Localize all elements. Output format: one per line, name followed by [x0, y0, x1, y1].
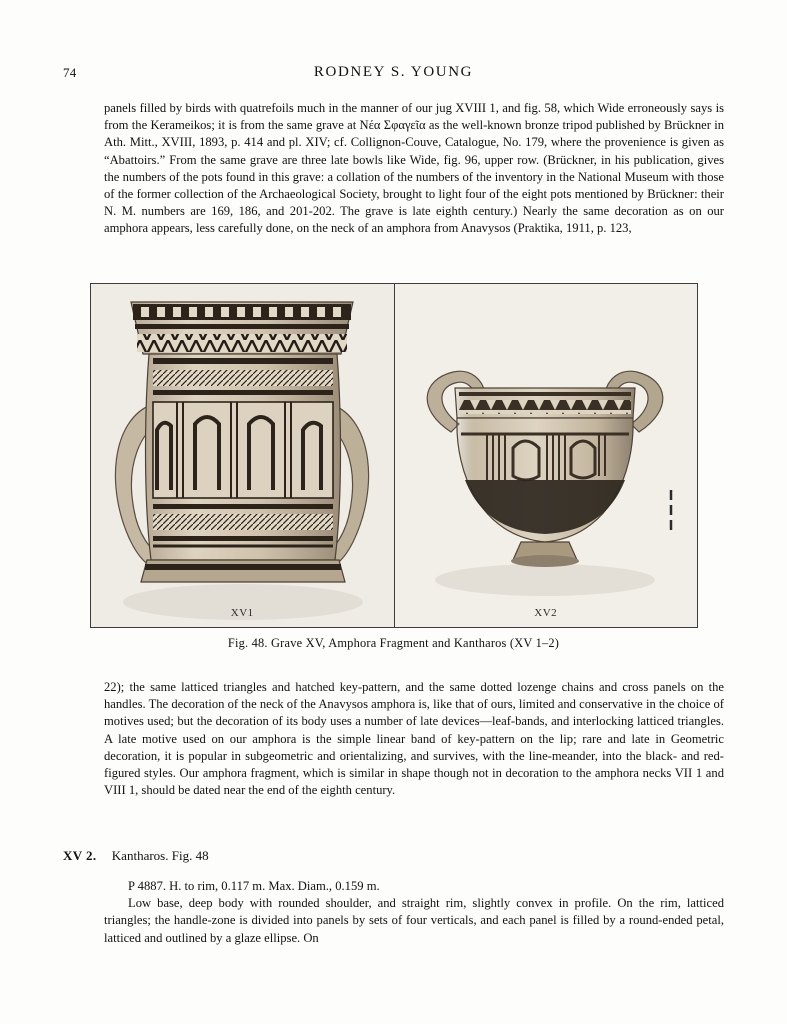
figure-plate	[90, 283, 698, 628]
paragraph-middle	[104, 679, 724, 799]
amphora-fragment-photo	[91, 284, 394, 627]
paragraph-top	[104, 100, 724, 238]
kantharos-photo	[395, 284, 698, 627]
plate-label-left: XV1	[230, 607, 254, 619]
figure-caption: Fig. 48. Grave XV, Amphora Fragment and Kantharos (XV 1–2)	[227, 636, 560, 650]
catalogue-description: Low base, deep body with rounded shoulder, and straight rim, slightly convex in profile. On the rim, latticed triangles; the handle-zone is divided into panels by sets of four verticals, and each panel is filled by a round-ended petal, latticed and outlined by a glaze ellipse. On	[104, 896, 724, 945]
page-number: 74	[63, 65, 77, 80]
paragraph-middle-text: 22); the same latticed triangles and hatched key-pattern, and the same dotted lozenge chains and cross panels on the handles. The decoration of the neck of the Anavysos amphora is, like that of ours, limited and conservative in the choice of motives used; but the decoration of its body uses a number of late devices—leaf-bands, and interlocking latticed triangles. A late motive used on our amphora is the simple linear band of key-pattern on the lip; rare and late in Geometric decoration, it is popular in subgeometric and orientalizing, and survives, with the line-meander, into the black- and red-figured styles. Our amphora fragment, which is similar in shape though not in decoration to the amphora necks VII 1 and VIII 1, should be dated near the end of the eighth century.	[104, 680, 724, 798]
section-title: Kantharos. Fig. 48	[111, 848, 209, 863]
plate-half-left	[91, 284, 395, 627]
running-head: RODNEY S. YOUNG	[313, 64, 474, 80]
section-heading	[63, 848, 209, 864]
catalogue-measurements: P 4887. H. to rim, 0.117 m. Max. Diam., 0.159 m.	[128, 879, 380, 893]
paragraph-description	[104, 878, 724, 947]
paragraph-top-text: panels filled by birds with quatrefoils much in the manner of our jug XVIII 1, and fig. 58, which Wide erroneously says is from the Kerameikos; it is from the same grave at Νέα Σφαγεῖα as the well-known bronze tripod published by Brückner in Ath. Mitt., XVIII, 1893, p. 414 and pl. XIV; cf. Collignon-Couve, Catalogue, No. 179, where the provenience is given as “Abattoirs.” From the same grave are three late bowls like Wide, fig. 96, upper row. (Brückner, in his publication, gives the numbers of the pots found in this grave: a collation of the numbers of the inventory in the National Museum with those of the former collection of the Archaeological Society, brought to light four of the eight pots mentioned by Brückner: their N. M. numbers are 169, 186, and 201-202. The grave is late eighth century.) Nearly the same decoration as on our amphora appears, less carefully done, on the neck of an amphora from Anavysos (Praktika, 1911, p. 123,	[104, 101, 724, 236]
plate-label-right: XV2	[534, 607, 558, 619]
plate-half-right	[395, 284, 698, 627]
section-number: XV 2.	[63, 848, 97, 863]
